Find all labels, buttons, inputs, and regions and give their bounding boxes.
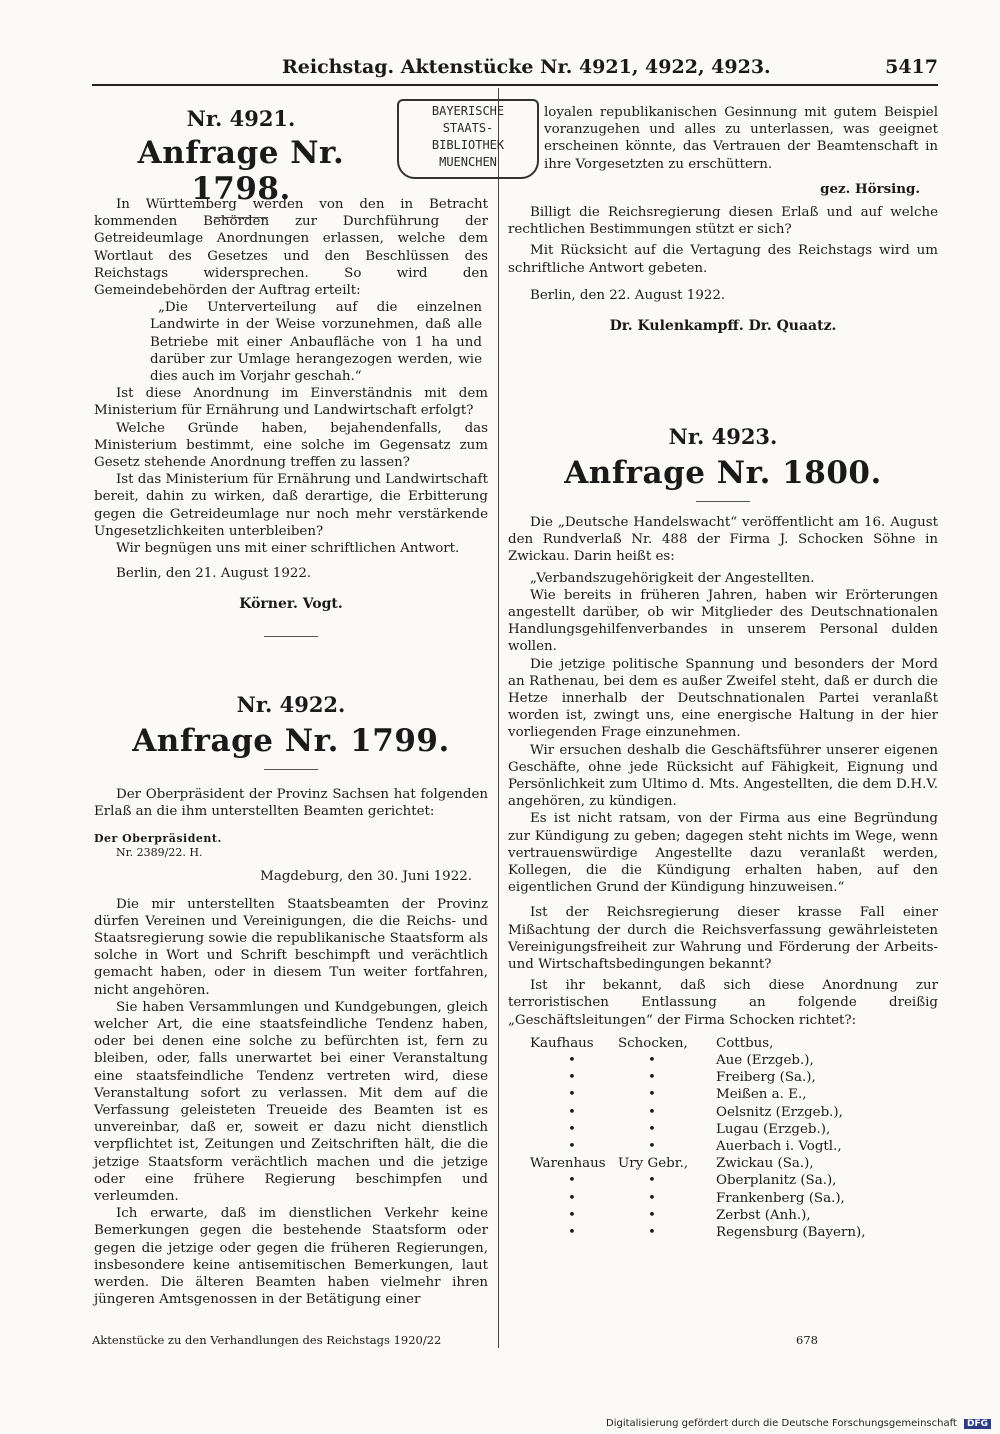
quote: „Die Unterverteilung auf die einzelnen Landwirte in der Weise vorzunehmen, daß alle Betriebe mit einer Anbaufläche von 1 ha und darüber zur Umlage herangezogen werden, wie dies auch im Vorjahr geschah.“ bbox=[150, 300, 482, 385]
list-store-type: • bbox=[568, 1070, 576, 1086]
doc-4922-continued bbox=[508, 104, 938, 335]
paragraph: Die mir unterstellten Staatsbeamten der Provinz dürfen Vereinen und Vereinigungen, die die Reichs- und Staatsregierung sowie die republikanische Staatsform als solche in Wort und Schrift beschimpft und verächtlich gemacht haben, oder in diesem Tun weiter fortfahren, nicht angehören. bbox=[94, 896, 488, 998]
list-item bbox=[530, 1052, 938, 1069]
list-item bbox=[530, 1086, 938, 1103]
paragraph: Wir begnügen uns mit einer schriftlichen Antwort. bbox=[116, 541, 460, 557]
list-company: Schocken, bbox=[618, 1035, 688, 1051]
list-store-type: • bbox=[568, 1173, 576, 1189]
list-company: • bbox=[648, 1070, 656, 1086]
paragraph: Ich erwarte, daß im dienstlichen Verkehr keine Bemerkungen gegen die bestehende Staatsform oder gegen die jetzige oder gegen die früheren Regierungen, insbesondere keine antisemitischen Bemerkungen, laut werden. Die älteren Beamten haben vielmehr ihren jüngeren Amtsgenossen in der Betätigung einer bbox=[94, 1206, 488, 1308]
paragraph: Sie haben Versammlungen und Kundgebungen, gleich welcher Art, die eine staatsfeindliche Tendenz haben, oder bei denen eine solche zu befürchten ist, fern zu bleiben, oder, falls unerwartet bei einer Veranstaltung eine staatsfeindliche Tendenz vertreten wird, diese Veranstaltung sofort zu verlassen. Mit dem auf die Verfassung geleisteten Treueide des Beamten ist es unvereinbar, daß er, soweit er dazu nicht dienstlich verpflichtet ist, Zeitungen und Zeitschriften hält, die die jetzige Staatsform verächtlich machen und die jetzige oder eine frühere Regierung beschimpfen und verleumden. bbox=[94, 999, 488, 1205]
sender: Der Oberpräsident. bbox=[94, 832, 222, 846]
dfg-logo: DFG bbox=[964, 1419, 991, 1429]
footer-sheet-number: 678 bbox=[796, 1333, 818, 1347]
list-location: Freiberg (Sa.), bbox=[716, 1070, 816, 1086]
list-company: • bbox=[648, 1224, 656, 1240]
list-store-type: • bbox=[568, 1087, 576, 1103]
list-item bbox=[530, 1035, 938, 1052]
divider bbox=[696, 501, 750, 502]
list-company: • bbox=[648, 1121, 656, 1137]
list-item bbox=[530, 1207, 938, 1224]
doc-4921-body bbox=[94, 196, 488, 637]
list-location: Regensburg (Bayern), bbox=[716, 1224, 866, 1240]
doc-number: Nr. 4923. bbox=[668, 424, 778, 449]
doc-title: Anfrage Nr. 1798. bbox=[137, 135, 345, 207]
list-location: Cottbus, bbox=[716, 1035, 774, 1051]
list-item bbox=[530, 1190, 938, 1207]
digitization-text: Digitalisierung gefördert durch die Deutsche Forschungsgemeinschaft bbox=[606, 1418, 957, 1429]
column-rule bbox=[498, 88, 499, 1348]
paragraph: Ist diese Anordnung im Einverständnis mit dem Ministerium für Ernährung und Landwirtschaft erfolgt? bbox=[94, 386, 488, 419]
list-store-type: • bbox=[568, 1121, 576, 1137]
quote-paragraph: Es ist nicht ratsam, von der Firma aus eine Begründung zur Kündigung zu geben; dagegen steht nichts im Wege, wenn vertrauenswürdige Angestellte dazu veranlaßt werden, Kollegen, die die Kündigung erhalten haben, auf den eigentlichen Grund der Kündigung hinzuweisen.“ bbox=[508, 811, 938, 896]
place-date: Magdeburg, den 30. Juni 1922. bbox=[260, 869, 472, 885]
list-item bbox=[530, 1172, 938, 1189]
date-line: Berlin, den 22. August 1922. bbox=[530, 287, 726, 303]
doc-number: Nr. 4921. bbox=[186, 106, 296, 131]
question: Mit Rücksicht auf die Vertagung des Reichstags wird um schriftliche Antwort gebeten. bbox=[508, 243, 938, 276]
list-company: • bbox=[648, 1173, 656, 1189]
paragraph: Ist das Ministerium für Ernährung und Landwirtschaft bereit, dahin zu wirken, daß derartige, die Erbitterung gegen die Getreideumlage nur noch mehr verstärkende Ungesetzlichkeiten unterbleiben? bbox=[94, 472, 488, 539]
list-item bbox=[530, 1069, 938, 1086]
list-item bbox=[530, 1155, 938, 1172]
list-location: Frankenberg (Sa.), bbox=[716, 1190, 845, 1206]
stamp-line: MUENCHEN bbox=[439, 155, 497, 169]
quote-paragraph: Wie bereits in früheren Jahren, haben wir Erörterungen angestellt darüber, ob wir Mitglieder des Deutschnationalen Handlungsgehilfenverbandes in unserem Personal dulden wollen. bbox=[508, 587, 938, 655]
stamp-line: BIBLIOTHEK bbox=[431, 138, 505, 152]
list-store-type: • bbox=[568, 1207, 576, 1223]
list-location: Zerbst (Anh.), bbox=[716, 1207, 811, 1223]
list-store-type: • bbox=[568, 1053, 576, 1069]
page-header bbox=[92, 56, 938, 82]
list-company: • bbox=[648, 1087, 656, 1103]
divider bbox=[264, 636, 318, 637]
doc-title: Anfrage Nr. 1799. bbox=[132, 723, 450, 759]
date-line: Berlin, den 21. August 1922. bbox=[116, 566, 312, 582]
question: Ist ihr bekannt, daß sich diese Anordnung zur terroristischen Entlassung an folgende dreißig „Geschäftsleitungen“ der Firma Schocken richtet?: bbox=[508, 978, 938, 1028]
list-item bbox=[530, 1104, 938, 1121]
list-location: Oberplanitz (Sa.), bbox=[716, 1173, 837, 1189]
doc-4922-heading bbox=[94, 692, 488, 770]
list-location: Meißen a. E., bbox=[716, 1087, 807, 1103]
list-store-type: • bbox=[568, 1139, 576, 1155]
list-location: Lugau (Erzgeb.), bbox=[716, 1121, 831, 1137]
list-company: • bbox=[648, 1139, 656, 1155]
list-company: • bbox=[648, 1104, 656, 1120]
list-store-type: • bbox=[568, 1224, 576, 1240]
signatures: Dr. Kulenkampff. Dr. Quaatz. bbox=[609, 318, 837, 335]
paragraph: In Württemberg werden von den in Betracht kommenden Behörden zur Durchführung der Getreideumlage Anordnungen erlassen, welche dem Wortlaut des Gesetzes und den Beschlüssen des Reichstags widersprechen. So wird den Gemeindebehörden der Auftrag erteilt: bbox=[94, 197, 488, 299]
question: Ist der Reichsregierung dieser krasse Fall einer Mißachtung der durch die Reichsverfassung gewährleisteten Vereinigungsfreiheit zur Wahrung und Förderung der Arbeits- und Wirtschaftsbedingungen bekannt? bbox=[508, 905, 938, 973]
list-item bbox=[530, 1138, 938, 1155]
list-company: • bbox=[648, 1207, 656, 1223]
doc-title: Anfrage Nr. 1800. bbox=[564, 455, 882, 491]
digitization-credit bbox=[606, 1418, 991, 1429]
header-rule bbox=[92, 84, 938, 86]
list-location: Auerbach i. Vogtl., bbox=[716, 1139, 842, 1155]
question: Billigt die Reichsregierung diesen Erlaß und auf welche rechtlichen Bestimmungen stützt er sich? bbox=[508, 205, 938, 238]
list-store-type: Warenhaus bbox=[530, 1156, 606, 1172]
list-company: • bbox=[648, 1190, 656, 1206]
stamp-line: BAYERISCHE bbox=[431, 104, 505, 118]
reference-number: Nr. 2389/22. H. bbox=[116, 846, 203, 860]
quote-paragraph: Wir ersuchen deshalb die Geschäftsführer unserer eigenen Geschäfte, ohne jede Rücksicht auf Fähigkeit, Eignung und Persönlichkeit zum Ultimo d. Mts. Angestellten, die dem D.H.V. angehören, zu kündigen. bbox=[508, 742, 938, 810]
quote-paragraph: Die jetzige politische Spannung und besonders der Mord an Rathenau, bei dem es außer Zweifel steht, daß er durch die Hetze innerhalb der Deutschnationalen Partei veranlaßt worden ist, zwingt uns, eine energische Haltung in der hier vorliegenden Frage einzunehmen. bbox=[508, 656, 938, 741]
signatures: Körner. Vogt. bbox=[239, 596, 343, 613]
doc-4922-body bbox=[94, 786, 488, 1308]
list-store-type: Kaufhaus bbox=[530, 1035, 594, 1051]
paragraph: Welche Gründe haben, bejahendenfalls, das Ministerium bestimmt, eine solche im Gegensatz zum Gesetz stehende Anordnung treffen zu lassen? bbox=[94, 420, 488, 471]
branch-list bbox=[508, 1035, 938, 1241]
paragraph: Die „Deutsche Handelswacht“ veröffentlicht am 16. August den Rundverlaß Nr. 488 der Firma J. Schocken Söhne in Zwickau. Darin heißt es: bbox=[508, 515, 938, 565]
header-title: Reichstag. Aktenstücke Nr. 4921, 4922, 4923. bbox=[282, 56, 771, 78]
paragraph: loyalen republikanischen Gesinnung mit gutem Beispiel voranzugehen und alles zu unterlassen, was geeignet erscheinen könnte, das Vertrauen der Beamtenschaft in ihre Vorgesetzten zu erschüttern. bbox=[544, 105, 938, 172]
list-company: • bbox=[648, 1053, 656, 1069]
paragraph: Der Oberpräsident der Provinz Sachsen hat folgenden Erlaß an die ihm unterstellten Beamten gerichtet: bbox=[94, 787, 488, 820]
stamp-line: STAATS- bbox=[442, 121, 494, 135]
list-company: Ury Gebr., bbox=[618, 1156, 689, 1172]
doc-4923-body bbox=[508, 514, 938, 1241]
signed-by: gez. Hörsing. bbox=[820, 180, 920, 197]
list-location: Zwickau (Sa.), bbox=[716, 1156, 814, 1172]
quote-title: „Verbandszugehörigkeit der Angestellten. bbox=[530, 570, 815, 586]
footer-source: Aktenstücke zu den Verhandlungen des Reichstags 1920/22 bbox=[92, 1333, 442, 1347]
page-number: 5417 bbox=[885, 56, 938, 78]
list-store-type: • bbox=[568, 1190, 576, 1206]
list-store-type: • bbox=[568, 1104, 576, 1120]
list-location: Oelsnitz (Erzgeb.), bbox=[716, 1104, 843, 1120]
doc-4923-heading bbox=[508, 424, 938, 502]
divider bbox=[264, 769, 318, 770]
doc-number: Nr. 4922. bbox=[236, 692, 346, 717]
list-item bbox=[530, 1121, 938, 1138]
list-location: Aue (Erzgeb.), bbox=[716, 1053, 814, 1069]
list-item bbox=[530, 1224, 938, 1241]
